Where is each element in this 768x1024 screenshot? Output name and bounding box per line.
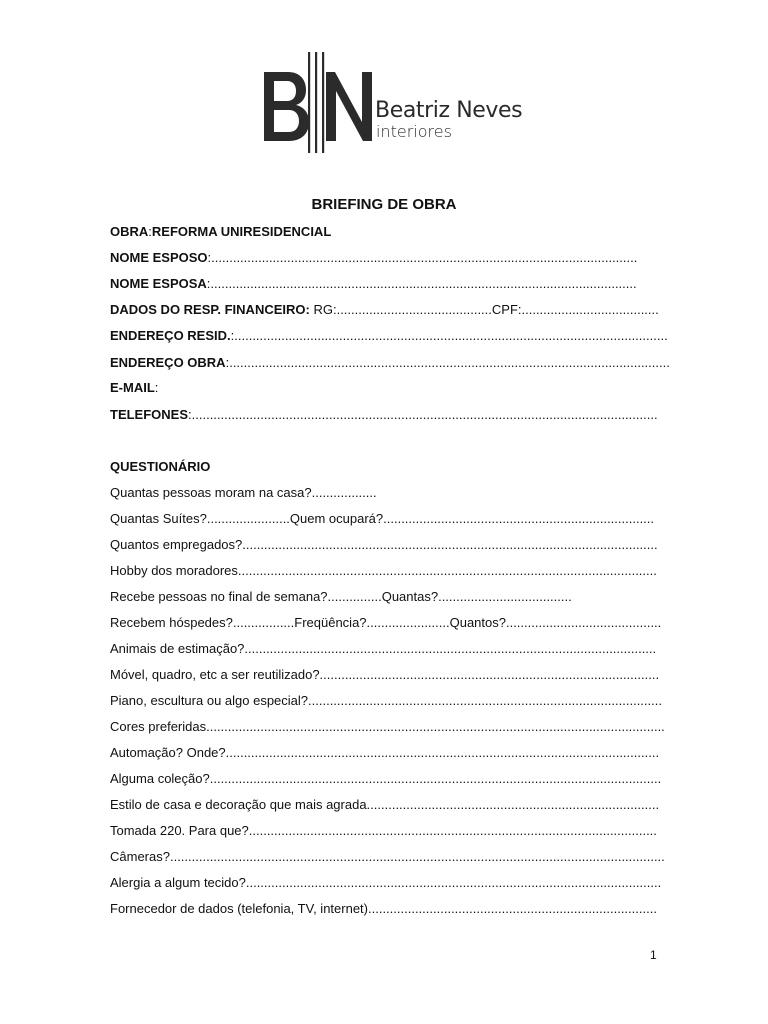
question-line: Quantas Suítes?.......................Quem ocupará?........................................................................... bbox=[110, 511, 655, 526]
question-line: Estilo de casa e decoração que mais agrada................................................................................. bbox=[110, 797, 660, 812]
field-label: ENDEREÇO RESID. bbox=[110, 328, 231, 343]
question-line: Móvel, quadro, etc a ser reutilizado?.............................................................................................. bbox=[110, 667, 660, 682]
form-field-line: E-MAIL: bbox=[110, 380, 159, 395]
field-label: NOME ESPOSO bbox=[110, 250, 208, 265]
form-field-line: OBRA:REFORMA UNIRESIDENCIAL bbox=[110, 224, 332, 239]
question-line: Câmeras?......................................................................................................................................... bbox=[110, 849, 665, 864]
field-value: ...................................................................................................................... bbox=[211, 250, 638, 265]
brand-name: Beatriz Neves bbox=[375, 98, 523, 123]
question-line: Piano, escultura ou algo especial?.................................................................................................. bbox=[110, 693, 662, 708]
field-label: DADOS DO RESP. FINANCEIRO: bbox=[110, 302, 310, 317]
question-line: Recebe pessoas no final de semana?...............Quantas?..................................... bbox=[110, 589, 572, 604]
question-line: Tomada 220. Para que?................................................................................................................. bbox=[110, 823, 657, 838]
field-label: E-MAIL bbox=[110, 380, 155, 395]
form-field-line bbox=[110, 302, 659, 318]
form-field-line: TELEFONES:................................................................................................................................. bbox=[110, 407, 658, 422]
field-label: OBRA bbox=[110, 224, 149, 239]
page-number: 1 bbox=[650, 948, 657, 962]
form-field-line: ENDEREÇO OBRA:.......................................................................................................................... bbox=[110, 355, 670, 370]
brand-subtitle: interiores bbox=[376, 122, 452, 141]
question-line: Animais de estimação?.................................................................................................................. bbox=[110, 641, 657, 656]
question-line: Alguma coleção?............................................................................................................................. bbox=[110, 771, 662, 786]
field-value: .......................................................................................................................... bbox=[229, 355, 670, 370]
field-value: ........................................................................................................................ bbox=[234, 328, 668, 343]
field-value: ................................................................................................................................. bbox=[191, 407, 658, 422]
form-field-line: NOME ESPOSA:...................................................................................................................... bbox=[110, 276, 637, 291]
document-title: BRIEFING DE OBRA bbox=[311, 196, 457, 213]
questionnaire-heading: QUESTIONÁRIO bbox=[110, 459, 211, 474]
question-line: Fornecedor de dados (telefonia, TV, internet)................................................................................ bbox=[110, 901, 657, 916]
form-field-line: NOME ESPOSO:...................................................................................................................... bbox=[110, 250, 638, 265]
question-line: Quantos empregados?................................................................................................................... bbox=[110, 537, 658, 552]
form-field-line: ENDEREÇO RESID.:........................................................................................................................ bbox=[110, 328, 668, 343]
question-line: Automação? Onde?........................................................................................................................ bbox=[110, 745, 660, 760]
field-label: TELEFONES bbox=[110, 407, 189, 422]
question-line: Quantas pessoas moram na casa?.................. bbox=[110, 485, 377, 500]
field-label: ENDEREÇO OBRA bbox=[110, 355, 226, 370]
question-line: Recebem hóspedes?.................Freqüência?.......................Quantos?........................................... bbox=[110, 615, 662, 630]
field-value: RG:...........................................CPF:...................................... bbox=[313, 302, 659, 317]
field-value: ...................................................................................................................... bbox=[210, 276, 637, 291]
field-value: REFORMA UNIRESIDENCIAL bbox=[151, 224, 332, 239]
question-line: Cores preferidas............................................................................................................................... bbox=[110, 719, 665, 734]
question-line: Hobby dos moradores.................................................................................................................... bbox=[110, 563, 657, 578]
field-label: NOME ESPOSA bbox=[110, 276, 207, 291]
question-line: Alergia a algum tecido?................................................................................................................... bbox=[110, 875, 662, 890]
